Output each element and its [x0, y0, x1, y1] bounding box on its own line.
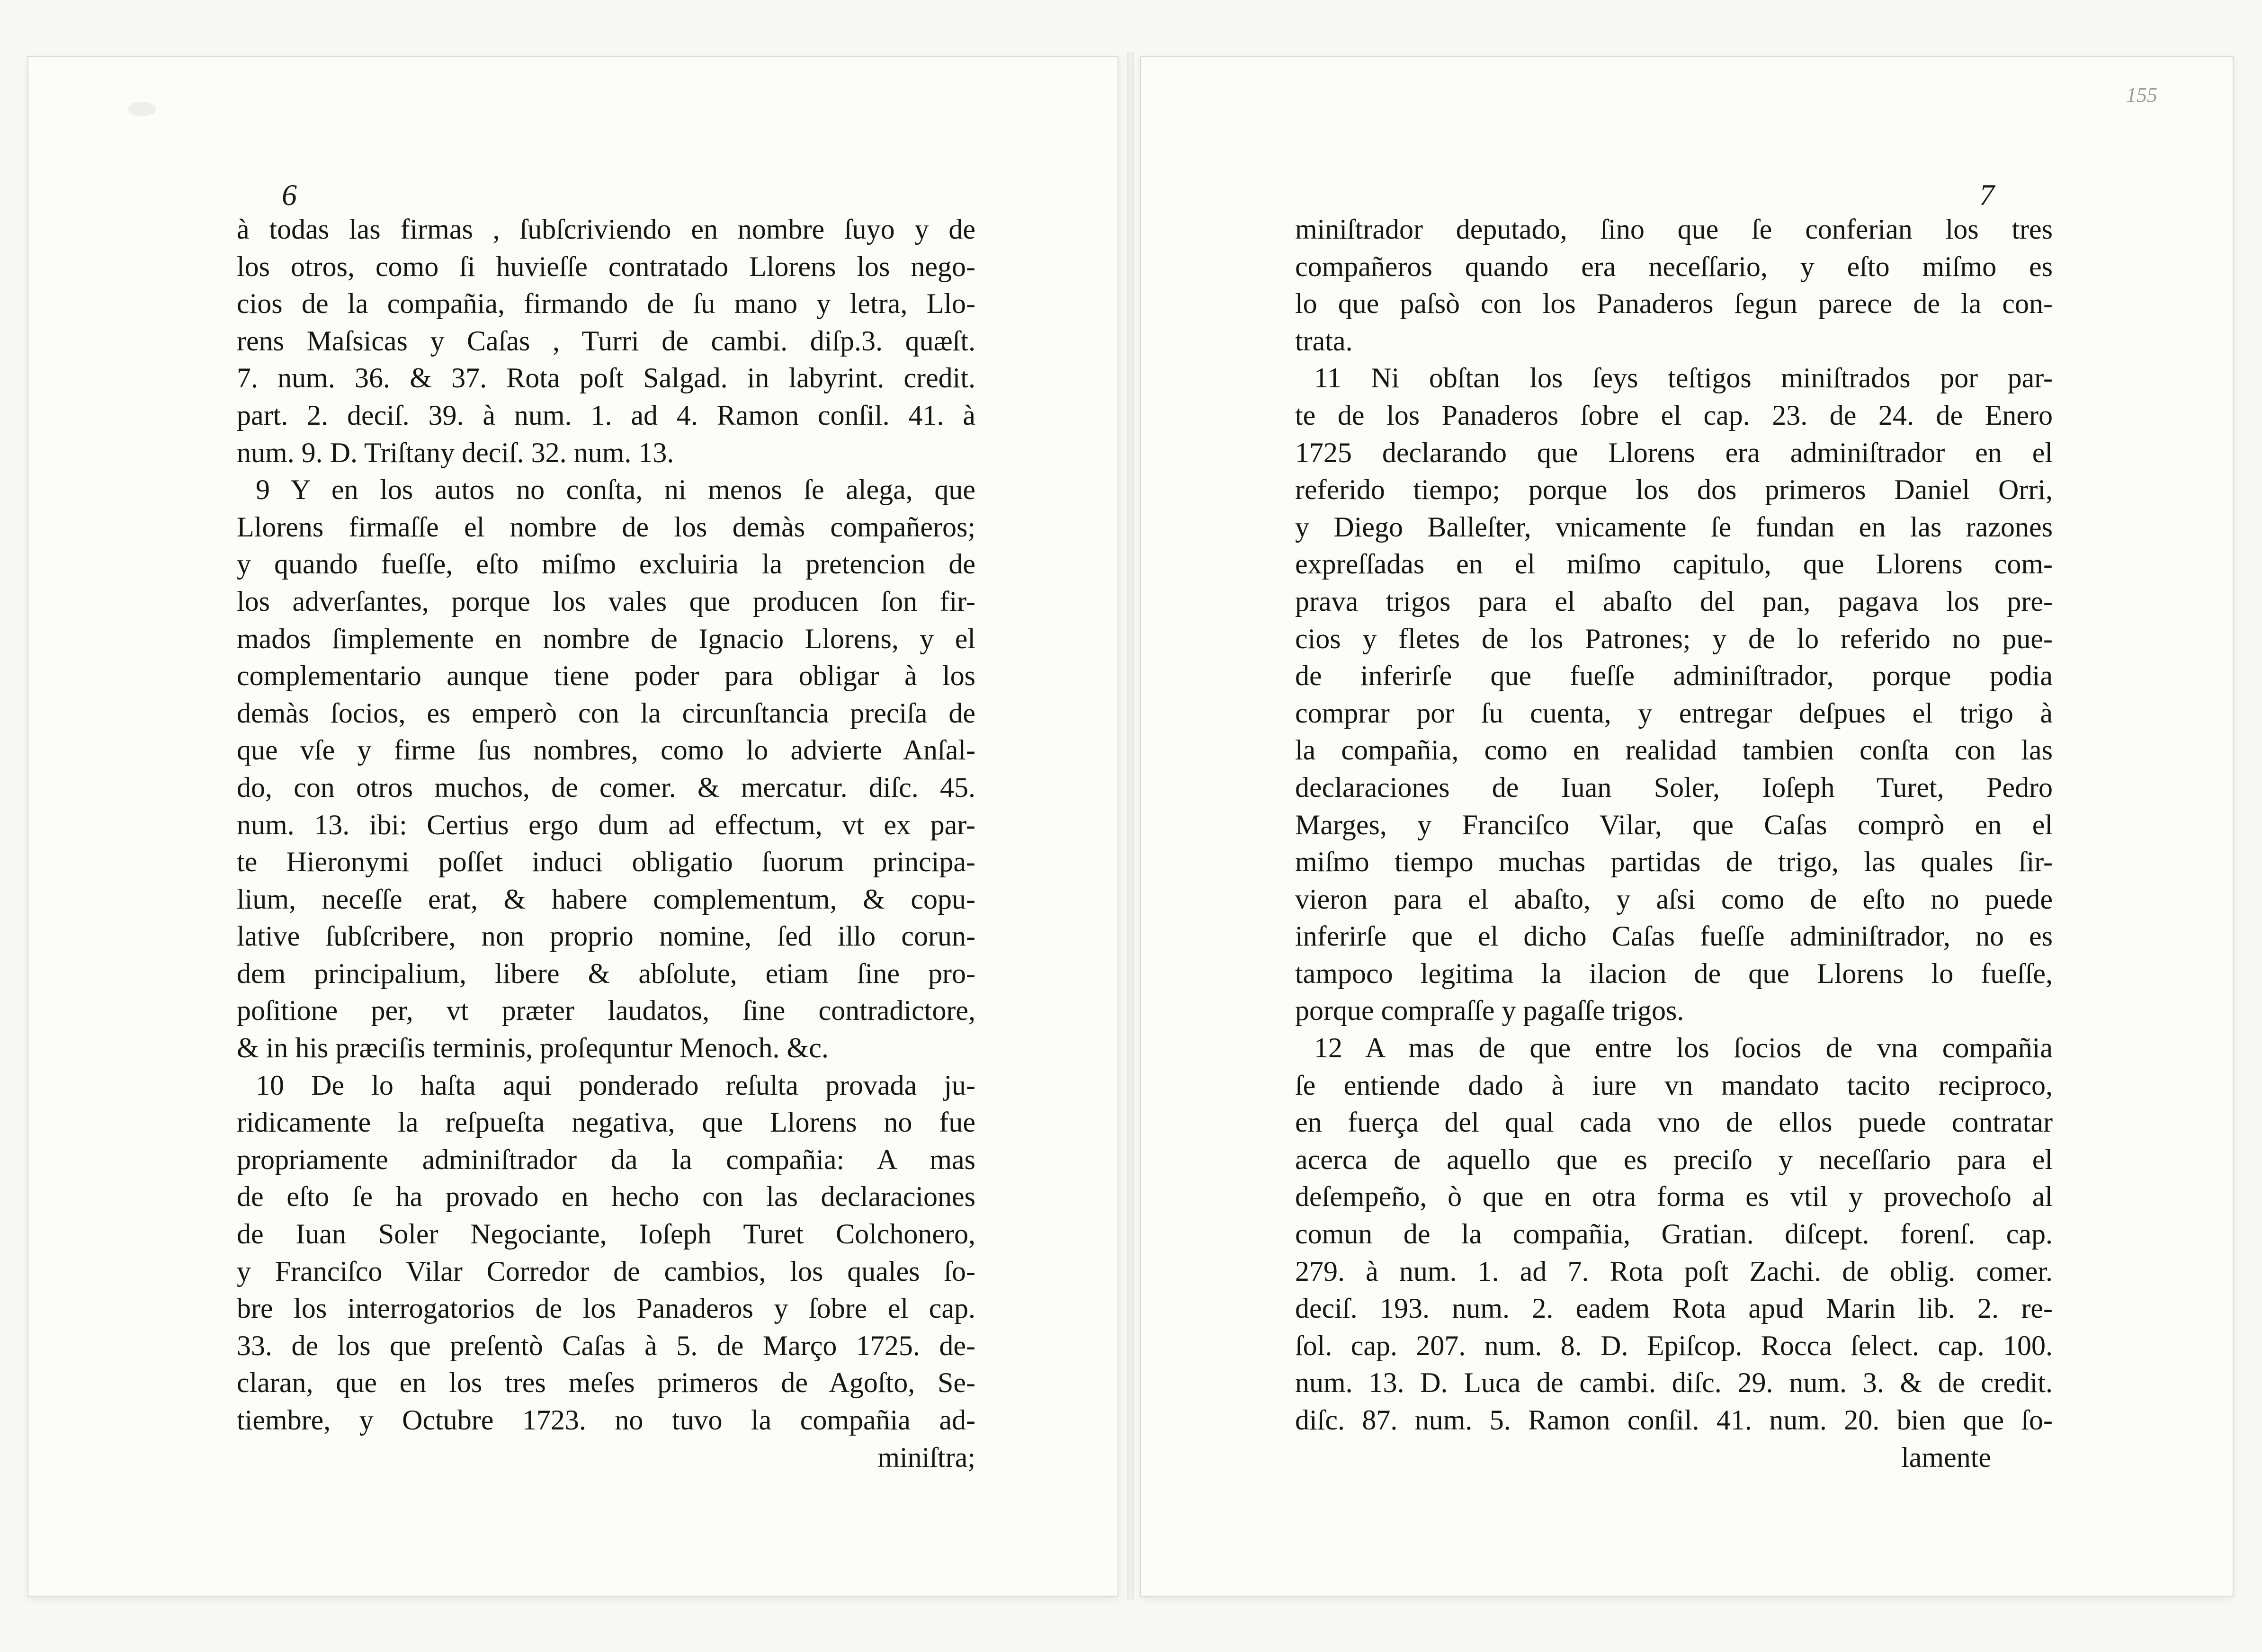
text-line: miniſtrador deputado, ſino que ſe conferian los tres [1295, 214, 2053, 245]
text-line: demàs ſocios, es emperò con la circunſtancia preciſa de [237, 697, 975, 729]
text-line: los otros, como ſi huvieſſe contratado Llorens los nego- [237, 250, 975, 282]
text-line: de Iuan Soler Negociante, Ioſeph Turet Colchonero, [237, 1218, 975, 1250]
text-line: acerca de aquello que es preciſo y neceſſario para el [1295, 1143, 2053, 1175]
text-line: 12 A mas de que entre los ſocios de vna compañia [1314, 1032, 2053, 1064]
book-gutter [1127, 52, 1134, 1600]
text-line: en fuerça del qual cada vno de ellos puede contratar [1295, 1107, 2053, 1138]
text-line: ſol. cap. 207. num. 8. D. Epiſcop. Rocca ſelect. cap. 100. [1295, 1330, 2053, 1361]
text-line: num. 13. D. Luca de cambi. diſc. 29. num. 3. & de credit. [1295, 1367, 2053, 1399]
text-line: 11 Ni obſtan los ſeys teſtigos miniſtrados por par- [1314, 362, 2053, 394]
text-line: 33. de los que preſentò Caſas à 5. de Março 1725. de- [237, 1330, 975, 1361]
text-line: tiembre, y Octubre 1723. no tuvo la compañia ad- [237, 1404, 975, 1436]
text-line: complementario aunque tiene poder para obligar à los [237, 660, 975, 692]
text-line: num. 13. ibi: Certius ergo dum ad effectum, vt ex par- [237, 809, 975, 840]
catchword: miniſtra; [877, 1441, 975, 1473]
text-line: de inferirſe que fueſſe adminiſtrador, porque podia [1295, 660, 2053, 692]
folio-mark: 155 [2126, 83, 2157, 107]
catchword: lamente [1901, 1441, 1991, 1473]
text-line: do, con otros muchos, de comer. & mercatur. diſc. 45. [237, 771, 975, 803]
text-line: lium, neceſſe erat, & habere complementum, & copu- [237, 883, 975, 915]
text-line: diſc. 87. num. 5. Ramon conſil. 41. num. 20. bien que ſo- [1295, 1404, 2053, 1436]
text-line: prava trigos para el abaſto del pan, pagava los pre- [1295, 585, 2053, 617]
text-line: claran, que en los tres meſes primeros de Agoſto, Se- [237, 1367, 975, 1399]
text-line: trata. [1295, 325, 1353, 357]
text-line: y Franciſco Vilar Corredor de cambios, los quales ſo- [237, 1255, 975, 1287]
text-line: tampoco legitima la ilacion de que Llorens lo fueſſe, [1295, 957, 2053, 989]
text-line: y Diego Balleſter, vnicamente ſe fundan en las razones [1295, 511, 2053, 543]
text-line: lative ſubſcribere, non proprio nomine, ſed illo corun- [237, 920, 975, 952]
text-line: 10 De lo haſta aqui ponderado reſulta provada ju- [256, 1069, 975, 1101]
text-line: vieron para el abaſto, y aſsi como de eſto no puede [1295, 883, 2053, 915]
text-line: la compañia, como en realidad tambien conſta con las [1295, 734, 2053, 766]
text-line: à todas las firmas , ſubſcriviendo en nombre ſuyo y de [237, 214, 975, 245]
text-line: compañeros quando era neceſſario, y eſto miſmo es [1295, 250, 2053, 282]
text-line: cios y fletes de los Patrones; y de lo referido no pue- [1295, 623, 2053, 654]
text-line: y quando fueſſe, eſto miſmo excluiria la pretencion de [237, 548, 975, 580]
text-line: bre los interrogatorios de los Panaderos y ſobre el cap. [237, 1293, 975, 1324]
text-line: ridicamente la reſpueſta negativa, que Llorens no fue [237, 1107, 975, 1138]
text-line: part. 2. deciſ. 39. à num. 1. ad 4. Ramon conſil. 41. à [237, 399, 975, 431]
right-page-number: 7 [1979, 178, 1994, 212]
text-line: que vſe y firme ſus nombres, como lo advierte Anſal- [237, 734, 975, 766]
text-line: poſitione per, vt præter laudatos, ſine contradictore, [237, 995, 975, 1027]
text-line: declaraciones de Iuan Soler, Ioſeph Turet, Pedro [1295, 771, 2053, 803]
text-line: 9 Y en los autos no conſta, ni menos ſe alega, que [256, 474, 975, 506]
left-page-text [237, 211, 975, 1476]
text-line: expreſſadas en el miſmo capitulo, que Llorens com- [1295, 548, 2053, 580]
text-line: 1725 declarando que Llorens era adminiſtrador en el [1295, 437, 2053, 468]
text-line: inferirſe que el dicho Caſas fueſſe adminiſtrador, no es [1295, 920, 2053, 952]
text-line: rens Maſsicas y Caſas , Turri de cambi. diſp.3. quæſt. [237, 325, 975, 357]
text-line: ſe entiende dado à iure vn mandato tacito reciproco, [1295, 1069, 2053, 1101]
right-page-text [1295, 211, 2053, 1476]
text-line: te Hieronymi poſſet induci obligatio ſuorum principa- [237, 846, 975, 878]
text-line: referido tiempo; porque los dos primeros Daniel Orri, [1295, 474, 2053, 506]
text-line: comprar por ſu cuenta, y entregar deſpues el trigo à [1295, 697, 2053, 729]
text-line: Llorens firmaſſe el nombre de los demàs compañeros; [237, 511, 975, 543]
text-line: los adverſantes, porque los vales que producen ſon fir- [237, 585, 975, 617]
text-line: comun de la compañia, Gratian. diſcept. forenſ. cap. [1295, 1218, 2053, 1250]
text-line: Marges, y Franciſco Vilar, que Caſas comprò en el [1295, 809, 2053, 840]
text-line: lo que paſsò con los Panaderos ſegun parece de la con- [1295, 288, 2053, 320]
text-line: cios de la compañia, firmando de ſu mano y letra, Llo- [237, 288, 975, 320]
text-line: dem principalium, libere & abſolute, etiam ſine pro- [237, 957, 975, 989]
text-line: 279. à num. 1. ad 7. Rota poſt Zachi. de oblig. comer. [1295, 1255, 2053, 1287]
text-line: & in his præciſis terminis, proſequntur Menoch. &c. [237, 1032, 829, 1064]
text-line: num. 9. D. Triſtany deciſ. 32. num. 13. [237, 437, 674, 468]
text-line: propriamente adminiſtrador da la compañia: A mas [237, 1143, 975, 1175]
text-line: deciſ. 193. num. 2. eadem Rota apud Marin lib. 2. re- [1295, 1293, 2053, 1324]
text-line: deſempeño, ò que en otra forma es vtil y provechoſo al [1295, 1181, 2053, 1213]
left-page-number: 6 [282, 178, 297, 212]
text-line: 7. num. 36. & 37. Rota poſt Salgad. in labyrint. credit. [237, 362, 975, 394]
text-line: de eſto ſe ha provado en hecho con las declaraciones [237, 1181, 975, 1213]
text-line: mados ſimplemente en nombre de Ignacio Llorens, y el [237, 623, 975, 654]
text-line: porque compraſſe y pagaſſe trigos. [1295, 995, 1684, 1027]
text-line: te de los Panaderos ſobre el cap. 23. de 24. de Enero [1295, 399, 2053, 431]
text-line: miſmo tiempo muchas partidas de trigo, las quales ſir- [1295, 846, 2053, 878]
paper-smudge [128, 102, 156, 116]
